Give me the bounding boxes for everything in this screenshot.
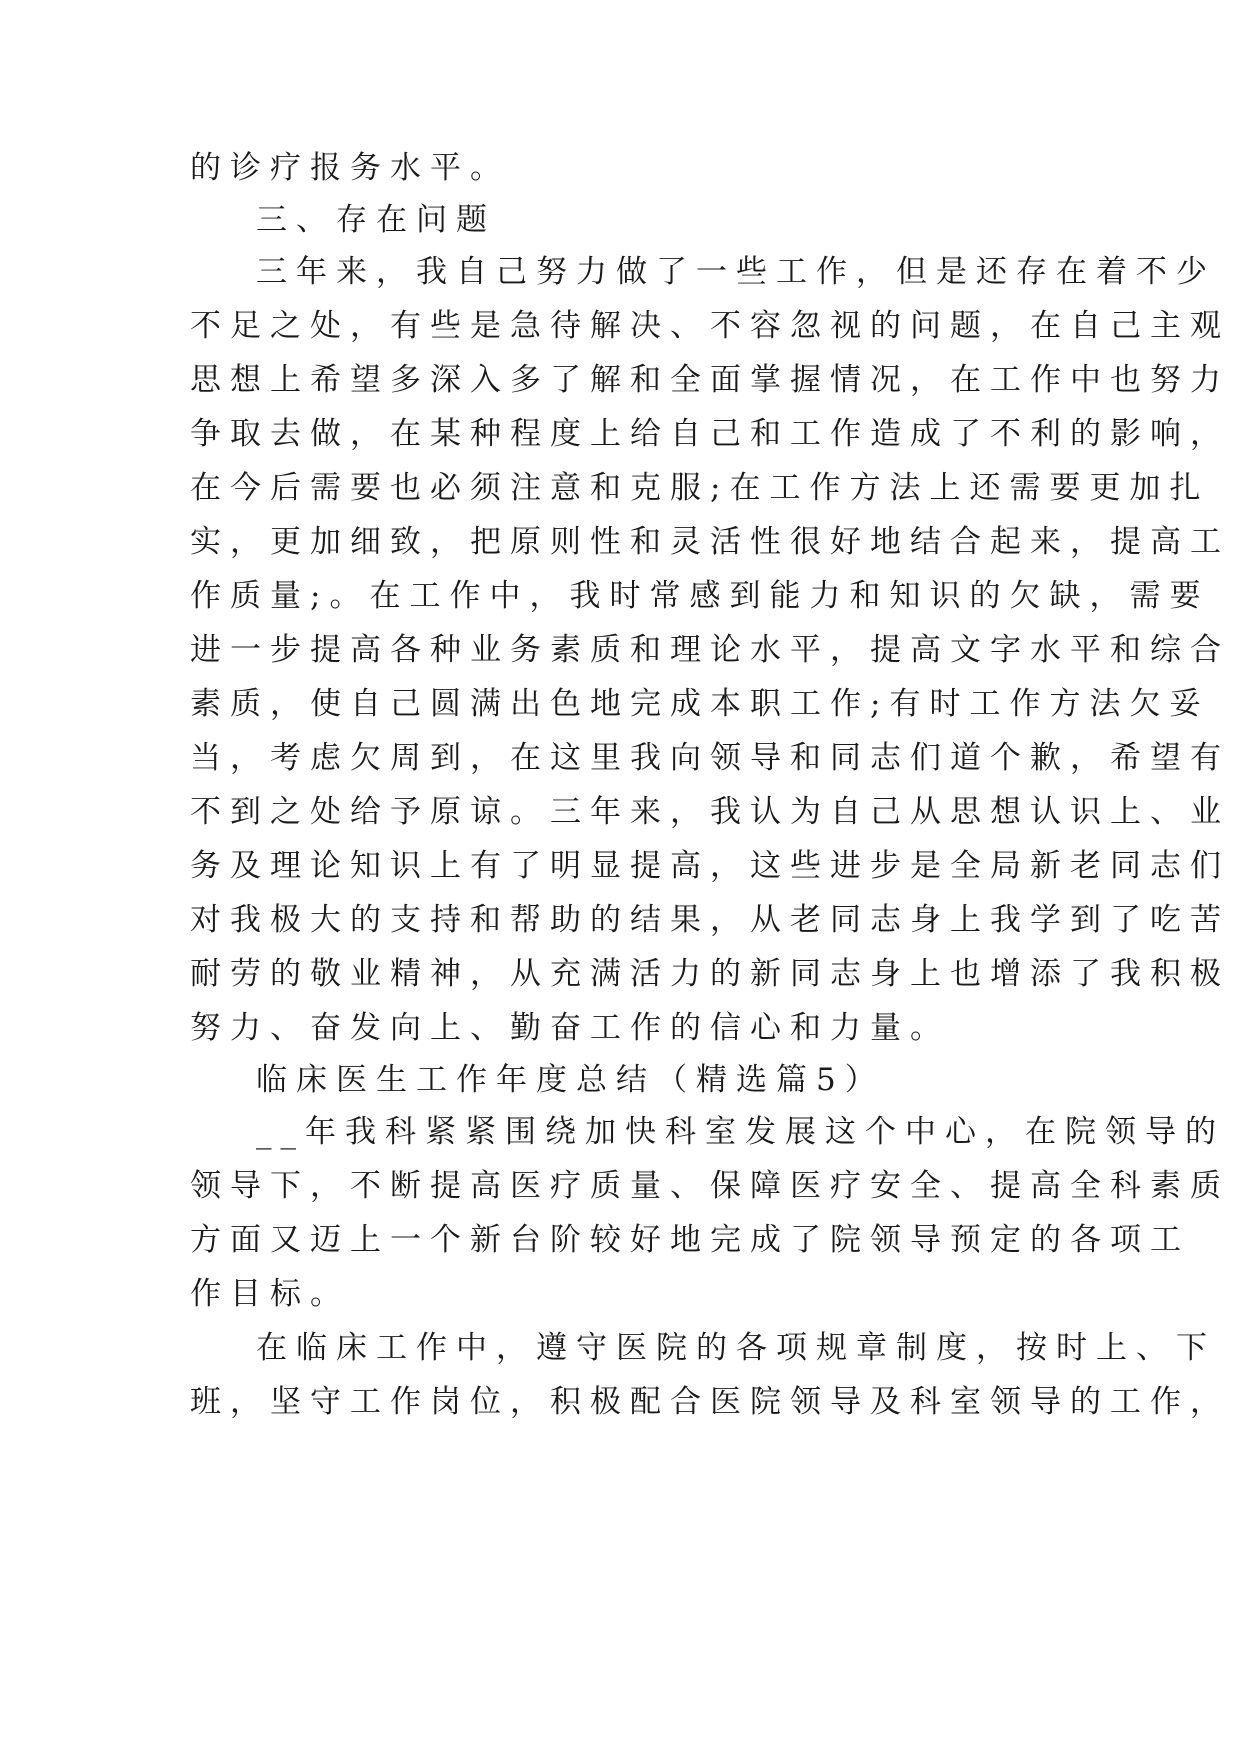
text-line: 的诊疗报务水平。 bbox=[190, 150, 510, 186]
text-line: __年我科紧紧围绕加快科室发展这个中心，在院领导的 bbox=[256, 1114, 1225, 1150]
text-line: 务及理论知识上有了明显提高，这些进步是全局新老同志们 bbox=[190, 848, 1230, 884]
text-line: 不到之处给予原谅。三年来，我认为自己从思想认识上、业 bbox=[190, 794, 1230, 830]
text-line: 不足之处，有些是急待解决、不容忽视的问题，在自己主观 bbox=[190, 308, 1230, 344]
text-line: 当，考虑欠周到，在这里我向领导和同志们道个歉，希望有 bbox=[190, 740, 1230, 776]
text-line: 思想上希望多深入多了解和全面掌握情况，在工作中也努力 bbox=[190, 362, 1230, 398]
text-line: 在临床工作中，遵守医院的各项规章制度，按时上、下 bbox=[256, 1330, 1216, 1366]
section-heading: 三、存在问题 bbox=[256, 202, 496, 238]
text-line: 争取去做，在某种程度上给自己和工作造成了不利的影响， bbox=[190, 416, 1230, 452]
text-line: 实，更加细致，把原则性和灵活性很好地结合起来，提高工 bbox=[190, 524, 1230, 560]
text-line: 三年来，我自己努力做了一些工作，但是还存在着不少 bbox=[256, 254, 1216, 290]
text-line: 在今后需要也必须注意和克服;在工作方法上还需要更加扎 bbox=[190, 470, 1210, 506]
text-line: 对我极大的支持和帮助的结果，从老同志身上我学到了吃苦 bbox=[190, 902, 1230, 938]
text-line: 耐劳的敬业精神，从充满活力的新同志身上也增添了我积极 bbox=[190, 956, 1230, 992]
text-line: 作质量;。在工作中，我时常感到能力和知识的欠缺，需要 bbox=[190, 578, 1210, 614]
text-line: 进一步提高各种业务素质和理论水平，提高文字水平和综合 bbox=[190, 632, 1230, 668]
text-line: 素质，使自己圆满出色地完成本职工作;有时工作方法欠妥 bbox=[190, 686, 1210, 722]
text-line: 作目标。 bbox=[190, 1276, 350, 1312]
section-heading: 临床医生工作年度总结（精选篇5） bbox=[256, 1062, 885, 1098]
text-line: 班，坚守工作岗位，积极配合医院领导及科室领导的工作， bbox=[190, 1384, 1230, 1420]
text-line: 方面又迈上一个新台阶较好地完成了院领导预定的各项工 bbox=[190, 1222, 1190, 1258]
text-line: 努力、奋发向上、勤奋工作的信心和力量。 bbox=[190, 1010, 950, 1046]
text-line: 领导下，不断提高医疗质量、保障医疗安全、提高全科素质 bbox=[190, 1168, 1230, 1204]
